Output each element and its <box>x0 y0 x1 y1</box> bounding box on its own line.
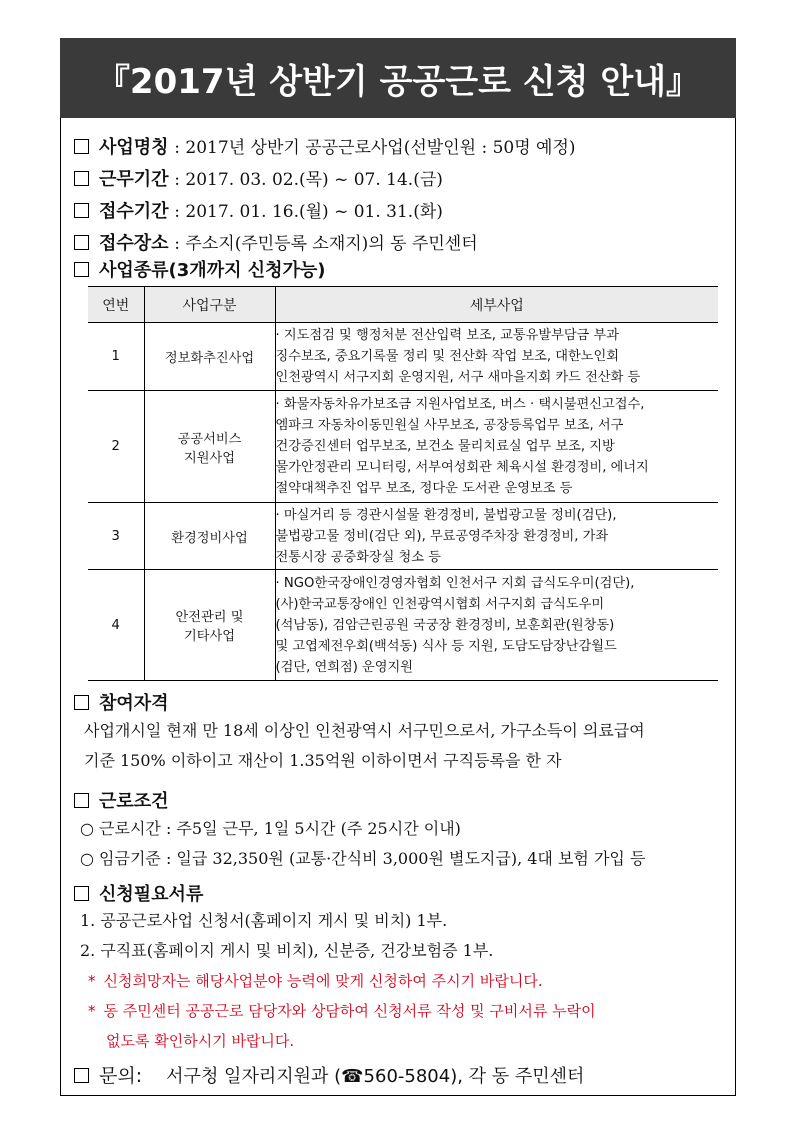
conditions-heading: 근로조건 <box>74 787 736 813</box>
checkbox-icon <box>74 235 89 250</box>
info-work-period: 근무기간 : 2017. 03. 02.(목) ~ 07. 14.(금) <box>74 165 736 191</box>
contact-line: 문의: 서구청 일자리지원과 (☎560-5804), 각 동 주민센터 <box>74 1061 736 1088</box>
header-category: 사업구분 <box>144 287 275 323</box>
row-details: · 마실거리 등 경관시설물 환경정비, 불법광고물 정비(검단), 불법광고물 정비(검단 외), 무료공영주차장 환경정비, 가좌 전통시장 공중화장실 청소 등 <box>275 503 718 570</box>
condition-item: ○ 임금기준 : 일급 32,350원 (교통·간식비 3,000원 별도지급), 4대 보험 가입 등 <box>80 849 646 868</box>
title-text: 『2017년 상반기 공공근로 신청 안내』 <box>95 61 701 102</box>
checkbox-icon <box>74 1068 89 1083</box>
checkbox-icon <box>74 203 89 218</box>
note-item-continuation: 없도록 확인하시기 바랍니다. <box>106 1032 295 1050</box>
conditions-list <box>80 814 736 874</box>
page-title <box>60 38 736 118</box>
note-item: * 동 주민센터 공공근로 담당자와 상담하여 신청서류 작성 및 구비서류 누락이 <box>88 1002 596 1020</box>
eligibility-text: 사업개시일 현재 만 18세 이상인 인천광역시 서구민으로서, 가구소득이 의료급여 기준 150% 이하이고 재산이 1.35억원 이하이면서 구직등록을 한 자 <box>84 721 645 770</box>
header-details: 세부사업 <box>275 287 718 323</box>
documents-list <box>80 906 736 966</box>
row-details: · 지도점검 및 행정처분 전산입력 보조, 교통유발부담금 부과 징수보조, 중요기록물 정리 및 전산화 작업 보조, 대한노인회 인천광역시 서구지회 운영지원, 서구 새마을지회 카드 전산화 등 <box>275 323 718 391</box>
checkbox-icon <box>74 171 89 186</box>
document-item: 1. 공공근로사업 신청서(홈페이지 게시 및 비치) 1부. <box>80 911 448 930</box>
row-category: 정보화추진사업 <box>144 323 275 391</box>
row-category: 환경정비사업 <box>144 503 275 570</box>
table-row <box>88 570 718 681</box>
row-category: 공공서비스 지원사업 <box>144 391 275 503</box>
condition-item: ○ 근로시간 : 주5일 근무, 1일 5시간 (주 25시간 이내) <box>80 819 461 838</box>
row-no: 2 <box>88 391 144 503</box>
row-no: 4 <box>88 570 144 681</box>
table-header-row <box>88 287 718 323</box>
circle-bullet-icon: ○ <box>80 849 100 868</box>
eligibility-heading: 참여자격 <box>74 689 736 715</box>
circle-bullet-icon: ○ <box>80 819 100 838</box>
row-no: 1 <box>88 323 144 391</box>
info-business-name: 사업명칭 : 2017년 상반기 공공근로사업(선발인원 : 50명 예정) <box>74 133 736 159</box>
info-application-period: 접수기간 : 2017. 01. 16.(월) ~ 01. 31.(화) <box>74 197 736 223</box>
asterisk-icon: * <box>88 972 96 990</box>
documents-heading: 신청필요서류 <box>74 880 736 906</box>
documents-notes <box>88 966 736 1056</box>
asterisk-icon: * <box>88 1002 96 1020</box>
business-types-heading: 사업종류(3개까지 신청가능) <box>74 256 736 282</box>
note-item: * 신청희망자는 해당사업분야 능력에 맞게 신청하여 주시기 바랍니다. <box>88 972 543 990</box>
row-details: · 화물자동차유가보조금 지원사업보조, 버스 · 택시불편신고접수, 엠파크 자동차이동민원실 사무보조, 공장등록업무 보조, 서구 건강증진센터 업무보조, 보건소 물리치료실 업무 보조, 지방 물가안정관리 모니터링, 서부여성회관 체육시설 환경정비, 에너지 절약대책추진 업무 보조, 정다운 도서관 운영보조 등 <box>275 391 718 503</box>
checkbox-icon <box>74 793 89 808</box>
business-types-table <box>88 286 718 681</box>
checkbox-icon <box>74 139 89 154</box>
row-category: 안전관리 및 기타사업 <box>144 570 275 681</box>
checkbox-icon <box>74 262 89 277</box>
table-row <box>88 503 718 570</box>
header-no: 연번 <box>88 287 144 323</box>
row-details: · NGO한국장애인경영자협회 인천서구 지회 급식도우미(검단), (사)한국교통장애인 인천광역시협회 서구지회 급식도우미 (석남동), 검암근린공원 국궁장 환경정비, 보훈회관(원창동) 및 고엽제전우회(백석동) 식사 등 지원, 도담도담장난감월드 (검단, 연희점) 운영지원 <box>275 570 718 681</box>
document-item: 2. 구직표(홈페이지 게시 및 비치), 신분증, 건강보험증 1부. <box>80 941 494 960</box>
info-application-place: 접수장소 : 주소지(주민등록 소재지)의 동 주민센터 <box>74 229 736 255</box>
checkbox-icon <box>74 695 89 710</box>
table-row <box>88 323 718 391</box>
table-row <box>88 391 718 503</box>
row-no: 3 <box>88 503 144 570</box>
checkbox-icon <box>74 886 89 901</box>
